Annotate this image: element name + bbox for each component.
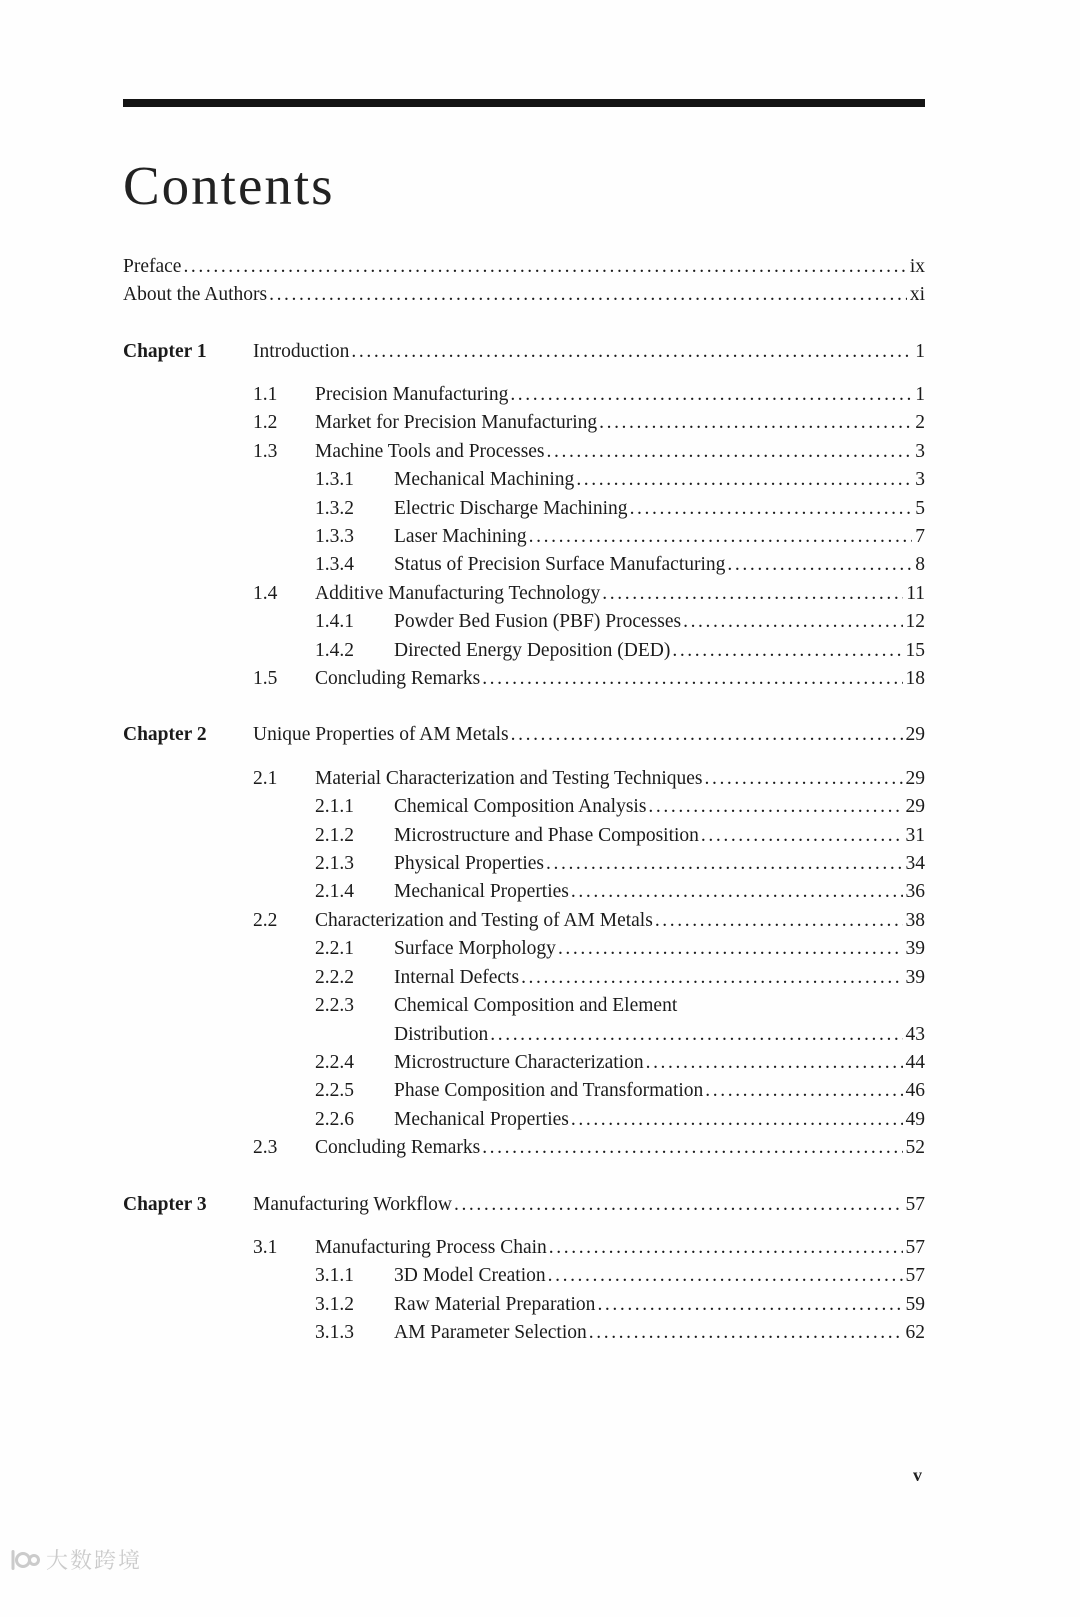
- toc-entry-level2: [123, 793, 925, 821]
- dot-leader: [529, 523, 913, 551]
- entry-page: 57: [905, 1236, 925, 1258]
- entry-title: Physical Properties: [394, 853, 545, 875]
- entry-page: 62: [905, 1322, 925, 1344]
- entry-page: 34: [905, 853, 925, 875]
- page-title: Contents: [123, 155, 335, 216]
- entry-title: Precision Manufacturing: [315, 383, 509, 405]
- entry-title: Additive Manufacturing Technology: [315, 582, 601, 604]
- entry-number: 1.3: [253, 440, 278, 462]
- entry-page: 43: [905, 1023, 925, 1045]
- toc-entry-level2: [123, 935, 925, 963]
- toc-entry-level2: [123, 1106, 925, 1134]
- entry-page: xi: [909, 284, 925, 306]
- entry-number: 2.1.1: [315, 796, 354, 818]
- entry-title: Chemical Composition and Element: [394, 995, 678, 1017]
- entry-page: 57: [905, 1193, 925, 1215]
- dot-leader: [727, 551, 912, 579]
- entry-page: 5: [915, 497, 925, 519]
- dot-leader: [351, 338, 912, 366]
- entry-title: Mechanical Properties: [394, 1108, 569, 1130]
- entry-title: Powder Bed Fusion (PBF) Processes: [394, 611, 682, 633]
- toc-entry-level2: [123, 1319, 925, 1347]
- toc-entry-level2: [123, 637, 925, 665]
- entry-number: 1.4.2: [315, 639, 354, 661]
- entry-page: 39: [905, 938, 925, 960]
- entry-title: Chemical Composition Analysis: [394, 796, 647, 818]
- entry-page: 1: [915, 340, 925, 362]
- entry-number: 3.1: [253, 1236, 278, 1258]
- toc-entry-level1: [123, 409, 925, 437]
- toc-entry-level2: [123, 992, 925, 1020]
- entry-title: Manufacturing Workflow: [253, 1193, 452, 1215]
- dot-leader: [546, 850, 902, 878]
- entry-number: 1.1: [253, 383, 278, 405]
- chapter-heading: [123, 1191, 925, 1219]
- entry-title: Mechanical Machining: [394, 469, 575, 491]
- toc-entry-level2: [123, 523, 925, 551]
- entry-number: 2.2.2: [315, 966, 354, 988]
- chapter-block: [123, 338, 925, 694]
- dot-leader: [646, 1049, 903, 1077]
- entry-title: Phase Composition and Transformation: [394, 1080, 704, 1102]
- table-of-contents: [123, 253, 925, 1348]
- entry-number: 1.4.1: [315, 611, 354, 633]
- toc-entry-level2: [123, 495, 925, 523]
- entry-title: Surface Morphology: [394, 938, 556, 960]
- entry-number: 1.3.4: [315, 554, 354, 576]
- entry-title: Market for Precision Manufacturing: [315, 412, 598, 434]
- entry-number: 1.4: [253, 582, 278, 604]
- entry-page: 29: [905, 767, 925, 789]
- entry-page: 12: [905, 611, 925, 633]
- entry-title: Manufacturing Process Chain: [315, 1236, 547, 1258]
- entry-page: 3: [915, 440, 925, 462]
- entry-title: Mechanical Properties: [394, 881, 569, 903]
- front-matter: [123, 253, 925, 310]
- dot-leader: [683, 608, 902, 636]
- dot-leader: [648, 793, 902, 821]
- entry-number: 2.3: [253, 1137, 278, 1159]
- dot-leader: [599, 409, 912, 437]
- dot-leader: [589, 1319, 903, 1347]
- dot-leader: [597, 1291, 902, 1319]
- toc-entry-level2: [123, 1291, 925, 1319]
- toc-entry-level2: [123, 1077, 925, 1105]
- toc-entry-level2: [123, 1049, 925, 1077]
- entry-number: 2.2.3: [315, 995, 354, 1017]
- dot-leader: [701, 822, 903, 850]
- entry-title: 3D Model Creation: [394, 1265, 546, 1287]
- entry-page: 38: [905, 909, 925, 931]
- dot-leader: [547, 438, 913, 466]
- entry-page: 8: [915, 554, 925, 576]
- entry-title: Unique Properties of AM Metals: [253, 724, 509, 746]
- entry-title: Introduction: [253, 340, 350, 362]
- dot-leader: [482, 665, 902, 693]
- dot-leader: [576, 466, 912, 494]
- entry-number: 1.5: [253, 668, 278, 690]
- dot-leader: [672, 637, 902, 665]
- entry-number: 3.1.2: [315, 1293, 354, 1315]
- entry-page: 31: [905, 824, 925, 846]
- entry-title: Material Characterization and Testing Techniques: [315, 767, 703, 789]
- front-matter-entry: [123, 253, 925, 281]
- entry-page: 46: [905, 1080, 925, 1102]
- entry-number: 2.2.5: [315, 1080, 354, 1102]
- entry-title: Directed Energy Deposition (DED): [394, 639, 671, 661]
- entry-number: 2.2.6: [315, 1108, 354, 1130]
- toc-entry-level1: [123, 438, 925, 466]
- toc-entry-level1: [123, 765, 925, 793]
- dot-leader: [558, 935, 903, 963]
- entry-page: 15: [905, 639, 925, 661]
- top-rule: [123, 99, 925, 107]
- dot-leader: [705, 765, 903, 793]
- dot-leader: [510, 381, 912, 409]
- toc-entry-level1: [123, 907, 925, 935]
- dot-leader: [183, 253, 906, 281]
- entry-title: Electric Discharge Machining: [394, 497, 628, 519]
- entry-page: 29: [905, 796, 925, 818]
- watermark-icon: [10, 1547, 40, 1573]
- toc-entry-level2: [123, 466, 925, 494]
- entry-number: 2.1.2: [315, 824, 354, 846]
- entry-page: 11: [906, 582, 925, 604]
- toc-entry-level1: [123, 580, 925, 608]
- toc-entry-level2: [123, 608, 925, 636]
- entry-page: 29: [905, 724, 925, 746]
- entry-number: 1.3.1: [315, 469, 354, 491]
- entry-page: 57: [905, 1265, 925, 1287]
- entry-title: Distribution: [394, 1023, 489, 1045]
- toc-entry-level2: [123, 1262, 925, 1290]
- entry-page: 36: [905, 881, 925, 903]
- chapter-block: [123, 721, 925, 1162]
- entry-number: 3.1.3: [315, 1322, 354, 1344]
- entry-page: 18: [905, 668, 925, 690]
- entry-title: Laser Machining: [394, 526, 527, 547]
- entry-title: Preface: [123, 255, 182, 277]
- entry-number: 1.3.2: [315, 497, 354, 519]
- dot-leader: [571, 1106, 903, 1134]
- chapter-block: [123, 1191, 925, 1348]
- chapter-label: Chapter 1: [123, 340, 207, 362]
- entry-title: Status of Precision Surface Manufacturing: [394, 554, 726, 576]
- toc-entry-level1: [123, 381, 925, 409]
- dot-leader: [454, 1191, 903, 1219]
- entry-number: 2.1.4: [315, 881, 354, 903]
- entry-title: Raw Material Preparation: [394, 1293, 596, 1315]
- dot-leader: [511, 721, 903, 749]
- folio-page-number: v: [913, 1465, 922, 1485]
- entry-number: 1.3.3: [315, 526, 354, 547]
- toc-entry-level1: [123, 1134, 925, 1162]
- entry-number: 2.2: [253, 909, 278, 931]
- toc-entry-level2: [123, 964, 925, 992]
- dot-leader: [655, 907, 903, 935]
- toc-entry-level2: [123, 850, 925, 878]
- watermark: [10, 1544, 142, 1575]
- dot-leader: [602, 580, 903, 608]
- entry-page: 52: [905, 1137, 925, 1159]
- entry-title: Characterization and Testing of AM Metals: [315, 909, 653, 931]
- entry-number: 2.1: [253, 767, 278, 789]
- entry-title: Concluding Remarks: [315, 1137, 481, 1159]
- entry-page: 59: [905, 1293, 925, 1315]
- toc-entry-level2: [123, 551, 925, 579]
- entry-page: 44: [905, 1051, 925, 1073]
- chapter-heading: [123, 338, 925, 366]
- toc-entry-continuation: [123, 1021, 925, 1049]
- entry-number: 2.2.1: [315, 938, 354, 960]
- entry-title: Microstructure Characterization: [394, 1051, 644, 1073]
- entry-number: 2.1.3: [315, 853, 354, 875]
- entry-title: Internal Defects: [394, 966, 520, 988]
- entry-title: Machine Tools and Processes: [315, 440, 545, 462]
- dot-leader: [482, 1134, 902, 1162]
- chapter-label: Chapter 2: [123, 724, 207, 746]
- dot-leader: [548, 1262, 903, 1290]
- entry-title: AM Parameter Selection: [394, 1322, 587, 1344]
- dot-leader: [269, 281, 907, 309]
- dot-leader: [521, 964, 902, 992]
- entry-title: Microstructure and Phase Composition: [394, 824, 699, 846]
- entry-number: 2.2.4: [315, 1051, 354, 1073]
- chapter-label: Chapter 3: [123, 1193, 207, 1215]
- toc-entry-level1: [123, 665, 925, 693]
- entry-title: About the Authors: [123, 284, 268, 306]
- toc-entry-level1: [123, 1234, 925, 1262]
- watermark-text: 大数跨境: [46, 1548, 143, 1573]
- front-matter-entry: [123, 281, 925, 309]
- entry-page: ix: [909, 255, 925, 277]
- entry-page: 1: [915, 383, 925, 405]
- toc-entry-level2: [123, 822, 925, 850]
- entry-page: 2: [915, 412, 925, 434]
- entry-page: 7: [915, 526, 925, 547]
- chapter-heading: [123, 721, 925, 749]
- entry-number: 1.2: [253, 412, 278, 434]
- dot-leader: [705, 1077, 902, 1105]
- dot-leader: [630, 495, 913, 523]
- chapters: [123, 338, 925, 1348]
- dot-leader: [490, 1021, 902, 1049]
- entry-page: 3: [915, 469, 925, 491]
- entry-number: 3.1.1: [315, 1265, 354, 1287]
- entry-page: 39: [905, 966, 925, 988]
- dot-leader: [549, 1234, 903, 1262]
- dot-leader: [571, 878, 903, 906]
- entry-page: 49: [905, 1108, 925, 1130]
- entry-title: Concluding Remarks: [315, 668, 481, 690]
- toc-entry-level2: [123, 878, 925, 906]
